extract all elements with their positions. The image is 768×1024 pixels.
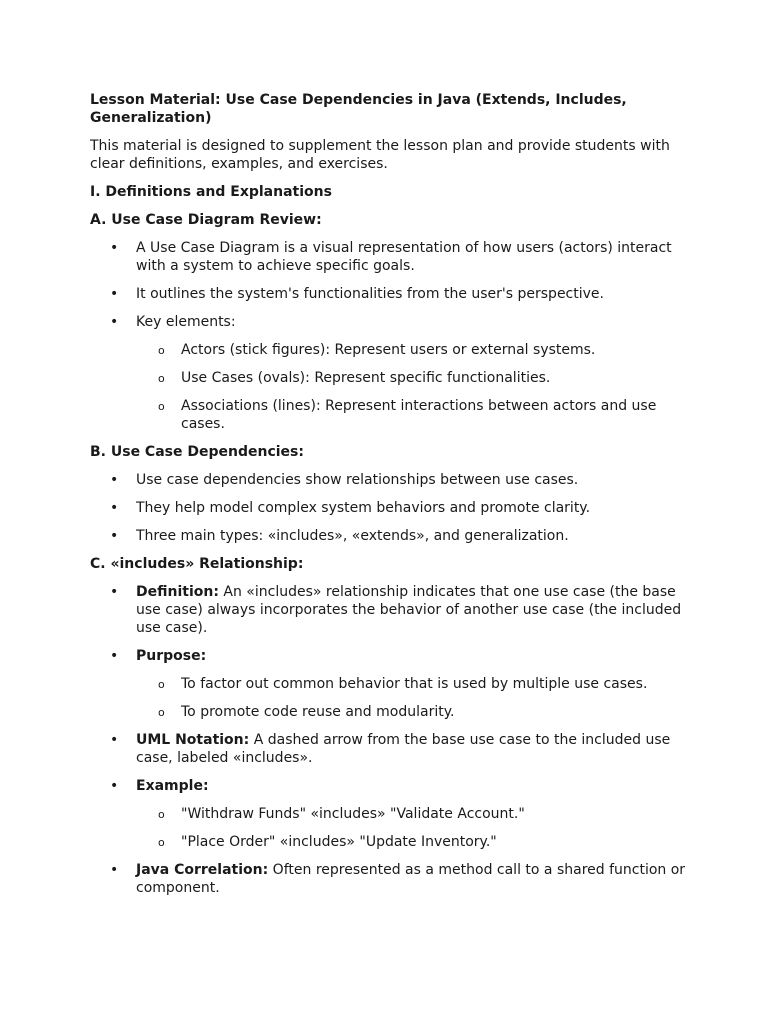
list-item-text: Three main types: «includes», «extends», and generalization. xyxy=(136,528,569,544)
subsection-heading-b: B. Use Case Dependencies: xyxy=(90,444,304,460)
circle-bullet-icon: o xyxy=(158,678,165,691)
definition-label: Definition: xyxy=(136,584,219,600)
bullet-icon: • xyxy=(110,286,119,302)
sublist-key-elements xyxy=(136,341,690,433)
sublist-item-text: "Withdraw Funds" «includes» "Validate Account." xyxy=(181,806,525,822)
bullet-icon: • xyxy=(110,778,119,794)
list-item xyxy=(90,239,690,275)
circle-bullet-icon: o xyxy=(158,344,165,357)
purpose-label: Purpose: xyxy=(136,648,207,664)
list-item xyxy=(90,285,690,303)
list-b xyxy=(90,471,690,545)
sublist-item xyxy=(136,805,690,823)
list-item xyxy=(90,527,690,545)
list-item-text: Use case dependencies show relationships between use cases. xyxy=(136,472,579,488)
sublist-item xyxy=(136,341,690,359)
document-title: Lesson Material: Use Case Dependencies in Java (Extends, Includes, Generalization) xyxy=(90,92,627,126)
list-item xyxy=(90,471,690,489)
sublist-item xyxy=(136,369,690,387)
sublist-item xyxy=(136,703,690,721)
sublist-item-text: "Place Order" «includes» "Update Inventory." xyxy=(181,834,497,850)
bullet-icon: • xyxy=(110,732,119,748)
circle-bullet-icon: o xyxy=(158,706,165,719)
sublist-item-text: Use Cases (ovals): Represent specific functionalities. xyxy=(181,370,551,386)
uml-notation-text: A dashed arrow from the base use case to the included use case, labeled «includes». xyxy=(136,732,671,766)
list-item xyxy=(90,583,690,637)
list-item-text: A Use Case Diagram is a visual representation of how users (actors) interact with a system to achieve specific goals. xyxy=(136,240,672,274)
bullet-icon: • xyxy=(110,314,119,330)
sublist-purpose xyxy=(136,675,690,721)
circle-bullet-icon: o xyxy=(158,808,165,821)
sublist-item xyxy=(136,397,690,433)
list-a xyxy=(90,239,690,433)
sublist-item-text: Associations (lines): Represent interactions between actors and use cases. xyxy=(181,398,657,432)
bullet-icon: • xyxy=(110,528,119,544)
bullet-icon: • xyxy=(110,240,119,256)
sublist-item-text: To promote code reuse and modularity. xyxy=(181,704,455,720)
list-item xyxy=(90,777,690,851)
list-item xyxy=(90,647,690,721)
sublist-item xyxy=(136,833,690,851)
sublist-item-text: To factor out common behavior that is used by multiple use cases. xyxy=(181,676,648,692)
circle-bullet-icon: o xyxy=(158,372,165,385)
subsection-heading-a: A. Use Case Diagram Review: xyxy=(90,212,322,228)
example-label: Example: xyxy=(136,778,209,794)
intro-paragraph: This material is designed to supplement the lesson plan and provide students with clear definitions, examples, and exercises. xyxy=(90,138,670,172)
bullet-icon: • xyxy=(110,862,119,878)
list-item-text: It outlines the system's functionalities from the user's perspective. xyxy=(136,286,604,302)
bullet-icon: • xyxy=(110,472,119,488)
bullet-icon: • xyxy=(110,584,119,600)
list-item xyxy=(90,861,690,897)
list-item xyxy=(90,499,690,517)
list-item-text: Key elements: xyxy=(136,314,236,330)
java-correlation-text: Often represented as a method call to a shared function or component. xyxy=(136,862,686,896)
list-c xyxy=(90,583,690,897)
uml-notation-label: UML Notation: xyxy=(136,732,250,748)
subsection-heading-c: C. «includes» Relationship: xyxy=(90,556,304,572)
definition-text: An «includes» relationship indicates that one use case (the base use case) always incorporates the behavior of another use case (the included use case). xyxy=(136,584,682,636)
sublist-examples xyxy=(136,805,690,851)
circle-bullet-icon: o xyxy=(158,400,165,413)
bullet-icon: • xyxy=(110,500,119,516)
document-page xyxy=(90,91,690,907)
section-heading-definitions: I. Definitions and Explanations xyxy=(90,184,332,200)
list-item-text: They help model complex system behaviors and promote clarity. xyxy=(136,500,591,516)
list-item xyxy=(90,313,690,433)
sublist-item-text: Actors (stick figures): Represent users or external systems. xyxy=(181,342,596,358)
java-correlation-label: Java Correlation: xyxy=(136,862,269,878)
sublist-item xyxy=(136,675,690,693)
list-item xyxy=(90,731,690,767)
bullet-icon: • xyxy=(110,648,119,664)
circle-bullet-icon: o xyxy=(158,836,165,849)
